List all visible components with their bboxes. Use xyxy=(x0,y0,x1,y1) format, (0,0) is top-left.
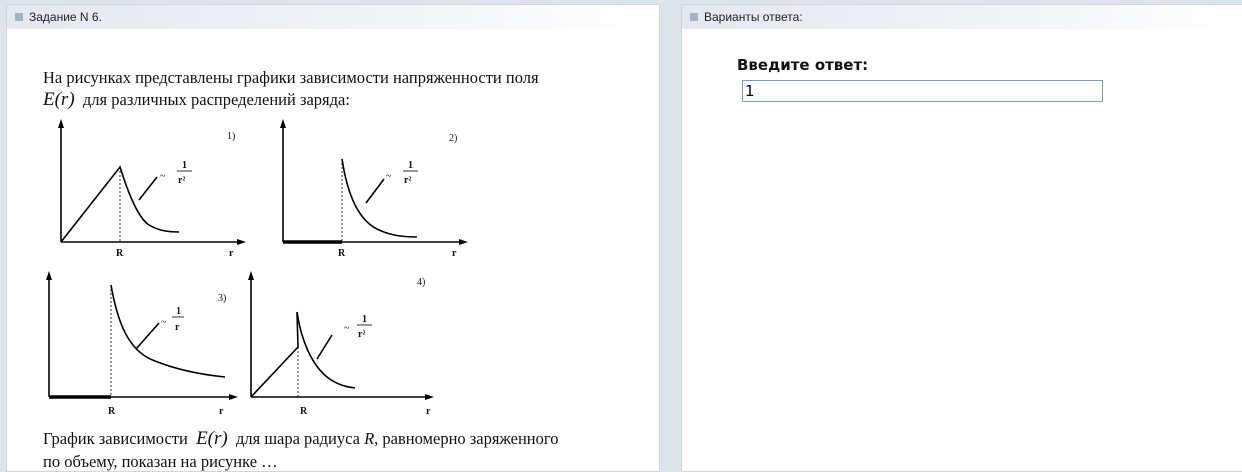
answer-panel-header xyxy=(682,5,1242,29)
answer-input[interactable] xyxy=(742,80,1103,102)
graph-3-number: 3) xyxy=(218,293,227,304)
math-e-of-r-2: E(r) xyxy=(196,428,228,449)
graph-1 xyxy=(47,117,247,262)
graph-3-frac-num: 1 xyxy=(176,306,181,317)
graph-3-approx: ~ xyxy=(161,317,167,328)
question-line-3-prefix: График зависимости xyxy=(43,429,188,448)
graph-4-frac-num: 1 xyxy=(362,314,367,325)
graph-3-y-arrow xyxy=(46,271,52,280)
graph-4-y-arrow xyxy=(248,271,254,280)
square-bullet-icon xyxy=(690,13,698,21)
graph-2 xyxy=(269,117,469,262)
graph-2-r-label: R xyxy=(338,248,346,259)
answer-panel-title: Варианты ответа: xyxy=(704,10,803,24)
graph-1-x-arrow xyxy=(237,239,246,245)
graph-1-annot-line xyxy=(139,177,157,200)
graph-4-x-label: r xyxy=(426,406,431,417)
answer-label: Введите ответ: xyxy=(737,56,869,74)
math-e-of-r: E(r) xyxy=(43,89,75,110)
question-line-3-mid: для шара радиуса xyxy=(235,429,360,448)
square-bullet-icon xyxy=(15,13,23,21)
graph-1-frac-den: r² xyxy=(178,175,186,186)
graph-1-r-label: R xyxy=(116,248,124,259)
graph-1-approx: ~ xyxy=(160,171,166,182)
graph-3-frac-den: r xyxy=(175,322,180,333)
graph-4-x-arrow xyxy=(425,394,434,400)
question-line-2 xyxy=(43,89,350,111)
answer-panel xyxy=(681,4,1242,472)
task-title: Задание N 6. xyxy=(29,10,102,24)
graph-4-number: 4) xyxy=(417,277,426,288)
graph-4-approx: ~ xyxy=(344,323,350,334)
graph-2-approx: ~ xyxy=(386,171,392,182)
graph-2-annot-line xyxy=(366,179,384,203)
graph-3-annot-line xyxy=(136,323,159,349)
question-line-3 xyxy=(43,428,558,450)
graph-2-frac-den: r² xyxy=(404,175,412,186)
question-line-4: по объему, показан на рисунке … xyxy=(43,452,278,471)
graph-2-frac-num: 1 xyxy=(408,160,413,171)
graph-2-y-arrow xyxy=(280,119,286,128)
graph-1-y-arrow xyxy=(58,119,64,128)
graph-2-x-arrow xyxy=(459,239,468,245)
graph-2-x-label: r xyxy=(452,248,457,259)
graph-4-curve xyxy=(251,312,355,397)
math-radius-r: R xyxy=(364,429,375,448)
graph-4 xyxy=(237,269,442,419)
graph-3-x-label: r xyxy=(219,406,224,417)
question-line-1: На рисунках представлены графики зависимости напряженности поля xyxy=(43,68,539,87)
graph-3-r-label: R xyxy=(108,406,116,417)
graph-2-number: 2) xyxy=(449,133,458,144)
graph-1-x-label: r xyxy=(229,248,234,259)
question-line-3-suffix: , равномерно заряженного xyxy=(374,429,559,448)
task-panel-header xyxy=(7,5,659,29)
question-line-2-text: для различных распределений заряда: xyxy=(82,90,350,109)
graph-4-annot-line xyxy=(317,335,332,359)
graph-3-curve xyxy=(111,285,225,377)
graph-1-frac-num: 1 xyxy=(182,160,187,171)
task-panel xyxy=(6,4,660,472)
graph-4-frac-den: r² xyxy=(358,329,366,340)
graph-4-r-label: R xyxy=(300,406,308,417)
graph-1-number: 1) xyxy=(227,131,236,142)
graph-3 xyxy=(35,269,240,419)
